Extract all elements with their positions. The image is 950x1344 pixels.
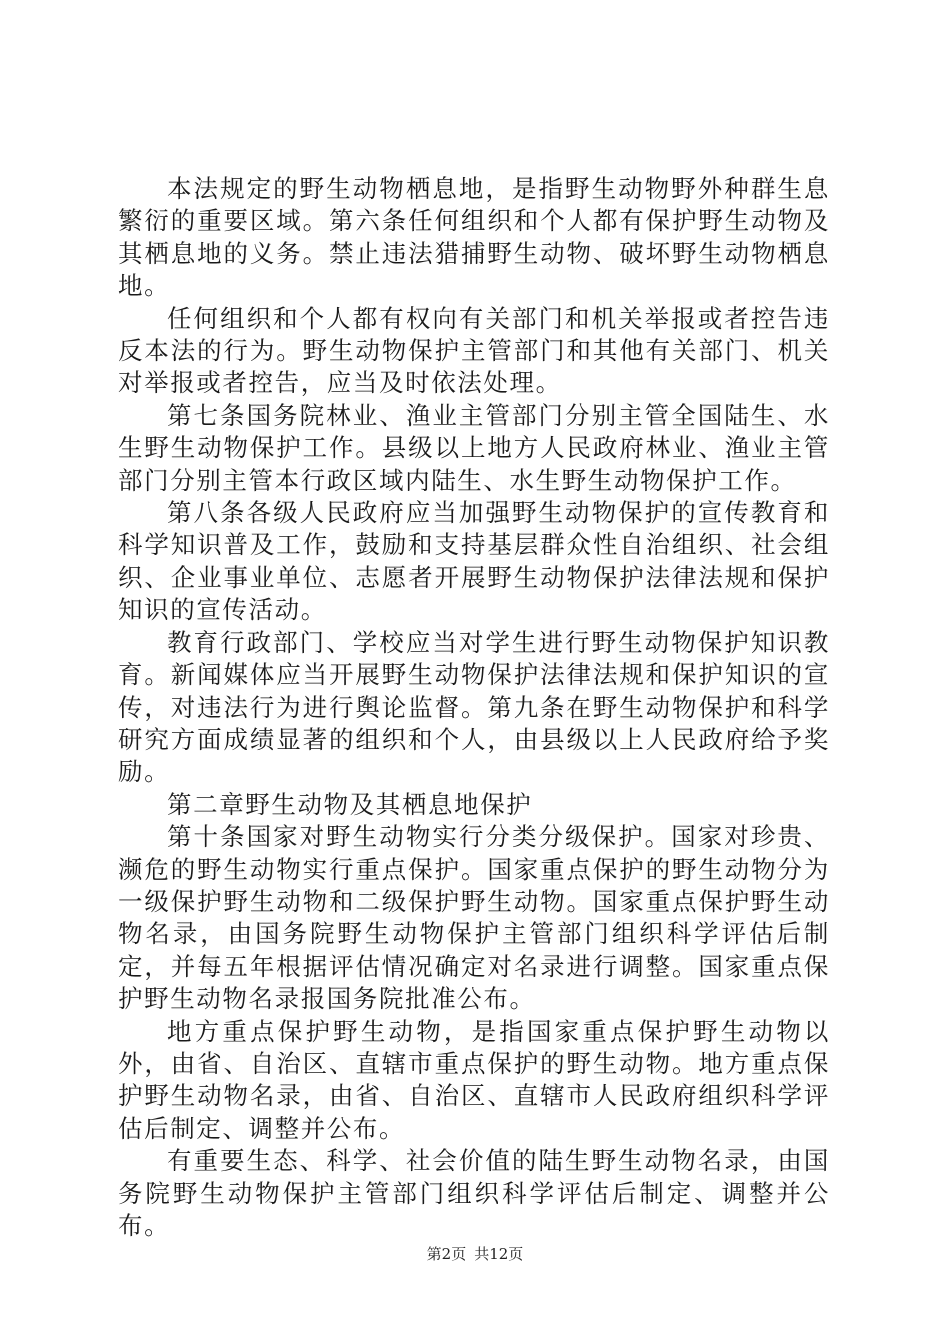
paragraph: 有重要生态、科学、社会价值的陆生野生动物名录，由国务院野生动物保护主管部门组织科学评估后制定、调整并公布。	[118, 1146, 830, 1240]
paragraph: 任何组织和个人都有权向有关部门和机关举报或者控告违反本法的行为。野生动物保护主管部门和其他有关部门、机关对举报或者控告，应当及时依法处理。	[118, 303, 830, 398]
page-footer	[0, 1243, 950, 1264]
paragraph: 第七条国务院林业、渔业主管部门分别主管全国陆生、水生野生动物保护工作。县级以上地方人民政府林业、渔业主管部门分别主管本行政区域内陆生、水生野生动物保护工作。	[118, 400, 830, 495]
paragraph: 第八条各级人民政府应当加强野生动物保护的宣传教育和科学知识普及工作，鼓励和支持基层群众性自治组织、社会组织、企业事业单位、志愿者开展野生动物保护法律法规和保护知识的宣传活动。	[118, 498, 830, 625]
page-total: 共12页	[474, 1245, 524, 1263]
paragraph: 本法规定的野生动物栖息地，是指野生动物野外种群生息繁衍的重要区域。第六条任何组织和个人都有保护野生动物及其栖息地的义务。禁止违法猎捕野生动物、破坏野生动物栖息地。	[118, 174, 830, 301]
page-number: 第2页	[426, 1245, 467, 1263]
paragraph: 第十条国家对野生动物实行分类分级保护。国家对珍贵、濒危的野生动物实行重点保护。国家重点保护的野生动物分为一级保护野生动物和二级保护野生动物。国家重点保护野生动物名录，由国务院野生动物保护主管部门组织科学评估后制定，并每五年根据评估情况确定对名录进行调整。国家重点保护野生动物名录报国务院批准公布。	[118, 822, 830, 1014]
paragraph: 地方重点保护野生动物，是指国家重点保护野生动物以外，由省、自治区、直辖市重点保护的野生动物。地方重点保护野生动物名录，由省、自治区、直辖市人民政府组织科学评估后制定、调整并公布。	[118, 1016, 830, 1143]
paragraph: 教育行政部门、学校应当对学生进行野生动物保护知识教育。新闻媒体应当开展野生动物保护法律法规和保护知识的宣传，对违法行为进行舆论监督。第九条在野生动物保护和科学研究方面成绩显著的组织和个人，由县级以上人民政府给予奖励。	[118, 627, 830, 787]
chapter-heading: 第二章野生动物及其栖息地保护	[167, 789, 533, 819]
document-body	[118, 173, 830, 1242]
